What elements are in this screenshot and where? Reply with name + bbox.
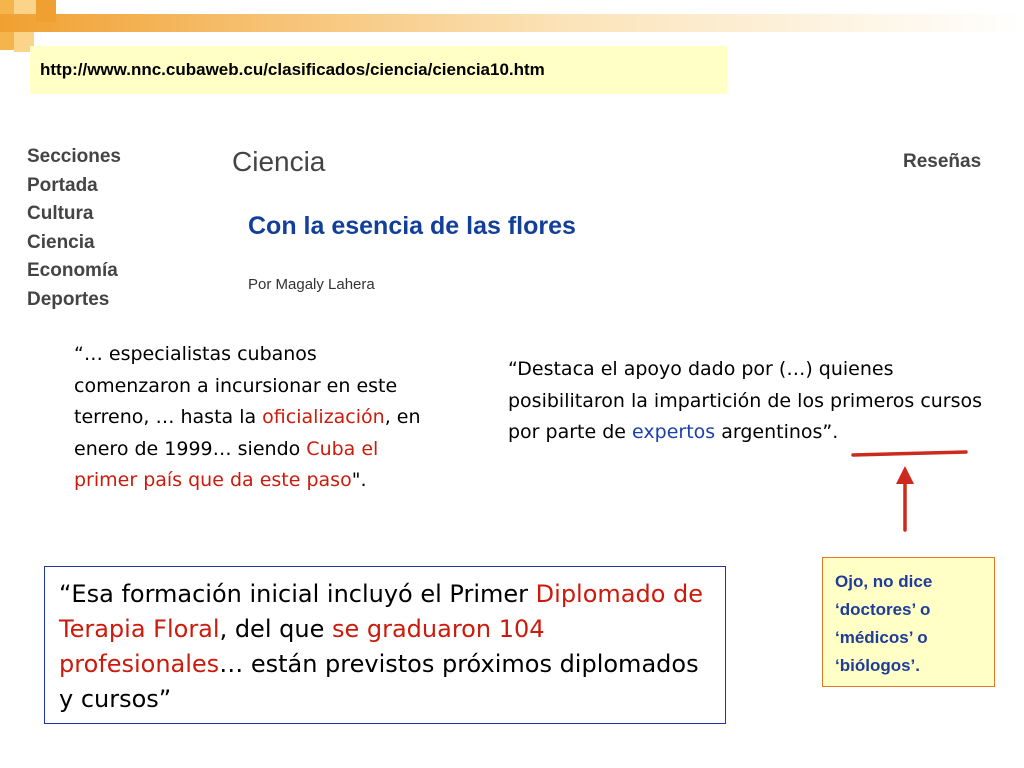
section-link-cultura[interactable]: Cultura (27, 203, 94, 224)
quote-text: ". (351, 469, 367, 491)
note-callout: Ojo, no dice ‘doctores’ o ‘médicos’ o ‘biólogos’. (822, 557, 995, 687)
section-title: Ciencia (232, 146, 326, 177)
article-byline: Por Magaly Lahera (248, 276, 375, 293)
highlight-cuba-primer-pais: Cuba el primer país que da este paso (74, 437, 379, 491)
highlight-oficializacion: oficialización (262, 406, 385, 428)
resenas-link[interactable]: Reseñas (903, 151, 982, 172)
arrow-up-icon (896, 466, 914, 484)
quote-text: , del que (219, 615, 332, 643)
underline-mark (853, 452, 966, 455)
quote-text: “Destaca el apoyo dado por (…) quienes posibilitaron la impartición de los primeros cursos por parte de (508, 358, 983, 443)
section-link-ciencia[interactable]: Ciencia (27, 231, 95, 253)
highlight-diplomado: Diplomado de Terapia Floral (59, 580, 704, 643)
section-link-portada[interactable]: Portada (27, 174, 98, 196)
article-title: Con la esencia de las flores (248, 212, 576, 240)
section-link-economia[interactable]: Economía (27, 260, 118, 281)
highlight-expertos: expertos (632, 421, 716, 443)
section-link-deportes[interactable]: Deportes (27, 288, 110, 310)
url-label: http://www.nnc.cubaweb.cu/clasificados/ciencia/ciencia10.htm (30, 46, 727, 94)
sections-heading: Secciones (27, 146, 121, 167)
quote-text: argentinos”. (715, 421, 839, 443)
quote-text: “Esa formación inicial incluyó el Primer (59, 580, 536, 608)
highlight-graduados: se graduaron 104 profesionales (59, 615, 545, 678)
quote-text: , en enero de 1999… siendo (74, 406, 421, 460)
quote-text: … están previstos próximos diplomados y cursos” (59, 650, 699, 713)
quote-text: “… especialistas cubanos comenzaron a incursionar en este terreno, … hasta la (74, 343, 398, 428)
